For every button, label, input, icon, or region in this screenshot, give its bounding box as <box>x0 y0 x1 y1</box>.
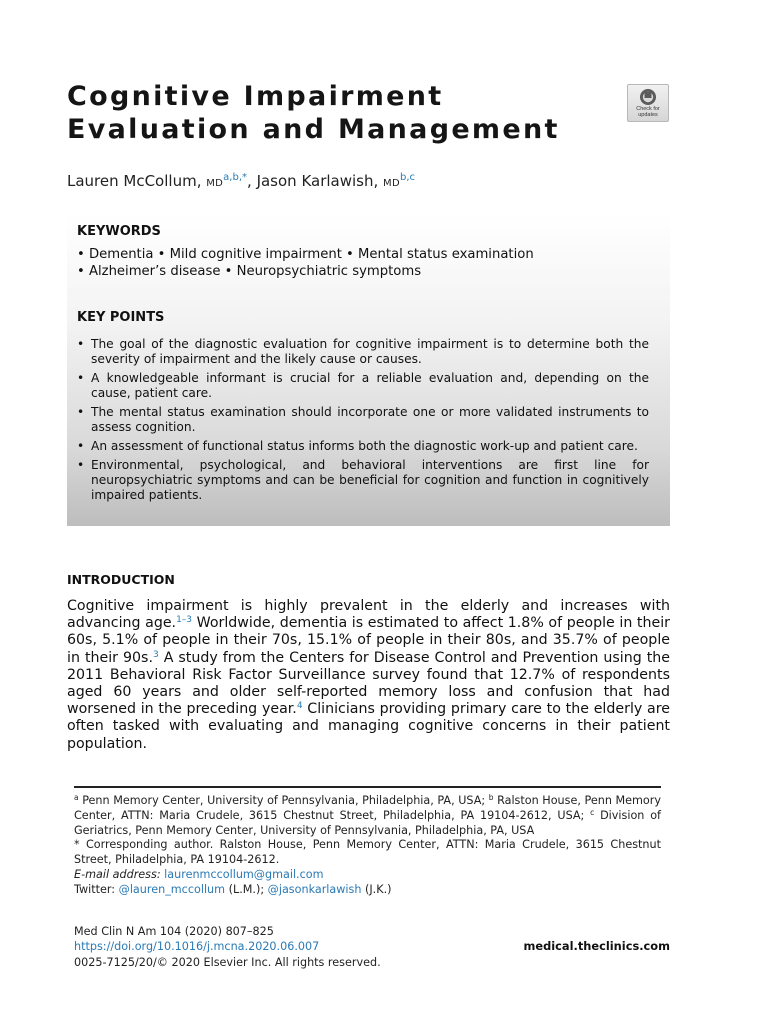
affiliation-c: Division of Geriatrics, Penn Memory Center, University of Pennsylvania, Philadelphia, PA, USA <box>74 808 661 837</box>
intro-text-4: Clinicians providing primary care to the elderly are often tasked with evaluating and managing cognitive concerns in their patient population. <box>67 701 670 752</box>
keywords-heading: KEYWORDS <box>77 224 161 239</box>
doi-link[interactable]: https://doi.org/10.1016/j.mcna.2020.06.007 <box>74 940 320 954</box>
key-point-item: • A knowledgeable informant is crucial for a reliable evaluation and, depending on the cause, patient care. <box>77 371 649 401</box>
author-list <box>67 172 415 190</box>
author-1-affiliation-link[interactable]: a,b,* <box>223 172 248 183</box>
affiliation-mark-c: c <box>590 807 595 817</box>
email-line <box>74 868 661 883</box>
reference-link[interactable]: 1–3 <box>176 615 193 626</box>
affiliation-a: Penn Memory Center, University of Pennsylvania, Philadelphia, PA, USA; <box>78 794 489 807</box>
email-link[interactable]: laurenmccollum@gmail.com <box>164 867 324 881</box>
reference-link[interactable]: 4 <box>296 701 303 712</box>
keywords-line-2: • Alzheimer’s disease • Neuropsychiatric symptoms <box>77 264 422 279</box>
journal-website-link[interactable]: medical.theclinics.com <box>523 939 670 953</box>
keywords-keypoints-box <box>67 213 670 526</box>
copyright-line: 0025-7125/20/© 2020 Elsevier Inc. All rights reserved. <box>74 955 381 969</box>
email-label: E-mail address: <box>74 867 161 881</box>
title-line-1: Cognitive Impairment <box>67 81 444 112</box>
key-points-list <box>77 337 649 507</box>
twitter-link-jk[interactable]: @jasonkarlawish <box>267 882 362 896</box>
introduction-heading: INTRODUCTION <box>67 572 175 587</box>
twitter-note-lm: (L.M.); <box>225 882 268 896</box>
key-points-heading: KEY POINTS <box>77 310 165 325</box>
key-point-item: • The goal of the diagnostic evaluation for cognitive impairment is to determine both the severity of impairment and the likely cause or causes. <box>77 337 649 367</box>
twitter-note-jk: (J.K.) <box>361 882 392 896</box>
article-title <box>67 80 560 146</box>
affiliation-mark-b: b <box>488 793 494 802</box>
journal-citation: Med Clin N Am 104 (2020) 807–825 <box>74 925 274 938</box>
key-point-item: • An assessment of functional status informs both the diagnostic work-up and patient care. <box>77 439 649 454</box>
affiliation-mark-a: a <box>74 793 79 802</box>
affiliation-b: Ralston House, Penn Memory Center, ATTN: Maria Crudele, 3615 Chestnut Street, Philadelphia, PA 19104-2612, USA; <box>74 794 661 822</box>
author-2-affiliation-link[interactable]: b,c <box>399 172 415 183</box>
introduction-paragraph <box>67 598 670 753</box>
intro-text-3: A study from the Centers for Disease Control and Prevention using the 2011 Behavioral Risk Factor Surveillance survey found that 12.7% of respondents aged 60 years and older self-reported memory loss and confusion that had worsened in the preceding year. <box>67 649 671 718</box>
twitter-line <box>74 883 661 898</box>
author-1-degree: MD <box>206 178 224 189</box>
footnote-divider <box>74 786 661 788</box>
check-updates-icon <box>639 88 657 106</box>
twitter-link-lm[interactable]: @lauren_mccollum <box>118 882 226 896</box>
badge-line-2: updates <box>638 112 658 118</box>
author-2-name: Jason Karlawish, <box>256 172 384 190</box>
author-separator: , <box>247 172 257 190</box>
footnotes <box>74 794 661 898</box>
keywords-line-1: • Dementia • Mild cognitive impairment • Mental status examination <box>77 247 534 262</box>
corresponding-author: * Corresponding author. Ralston House, Penn Memory Center, ATTN: Maria Crudele, 3615 Chestnut Street, Philadelphia, PA 19104-2612. <box>74 838 661 867</box>
intro-text-2: Worldwide, dementia is estimated to affect 1.8% of people in their 60s, 5.1% of people in their 70s, 15.1% of people in their 80s, and 35.7% of people in their 90s. <box>67 615 670 666</box>
check-for-updates-button[interactable] <box>627 84 669 122</box>
author-1-name: Lauren McCollum, <box>67 172 207 190</box>
reference-link[interactable]: 3 <box>152 649 159 660</box>
affiliations <box>74 794 661 838</box>
badge-line-1: Check for <box>636 106 660 112</box>
intro-text-1: Cognitive impairment is highly prevalent in the elderly and increases with advancing age. <box>67 598 670 632</box>
key-point-item: • The mental status examination should incorporate one or more validated instruments to assess cognition. <box>77 405 649 435</box>
key-point-item: • Environmental, psychological, and behavioral interventions are first line for neuropsychiatric symptoms and can be beneficial for cognition and function in cognitively impaired patients. <box>77 458 649 503</box>
author-2-degree: MD <box>383 178 400 189</box>
title-line-2: Evaluation and Management <box>67 114 560 145</box>
twitter-label: Twitter: <box>74 882 119 896</box>
